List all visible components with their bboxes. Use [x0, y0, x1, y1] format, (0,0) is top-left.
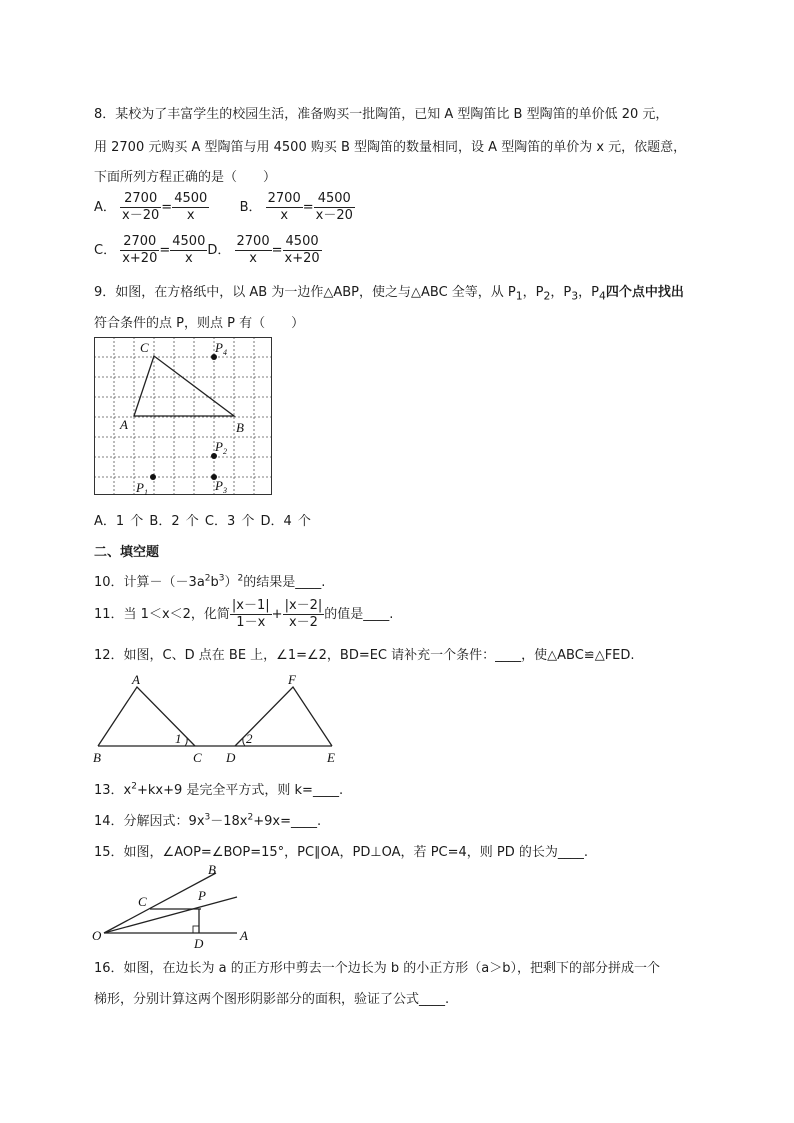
q14 — [94, 810, 321, 829]
q15-figure — [90, 860, 260, 950]
q9-label-c: C — [140, 340, 149, 355]
q9-options: A．1 个 B．2 个 C．3 个 D．4 个 — [94, 514, 311, 529]
q9-sub1: 1 — [515, 289, 523, 303]
q9-sub3: 3 — [571, 289, 579, 303]
q10-post2: 的结果是____. — [243, 575, 326, 590]
q15-right-angle-mark — [193, 926, 199, 933]
q12-label-angle1: 1 — [175, 731, 182, 746]
section-fill-in-heading: 二、填空题 — [94, 545, 160, 560]
q8-option-b-eq: = — [302, 200, 314, 215]
q15-ray-op — [104, 897, 237, 933]
q9-sub4: 4 — [598, 289, 606, 303]
q8-option-d-label: D． — [207, 243, 231, 258]
q8-options-cd — [94, 234, 322, 267]
q13-post: +kx+9 是完全平方式，则 k=____. — [136, 783, 344, 798]
q9-triangle-abc — [134, 356, 234, 416]
q11-plus: + — [271, 607, 283, 622]
q9-sub2: 2 — [543, 289, 551, 303]
q8-option-a-label: A． — [94, 200, 116, 215]
q9-label-b: B — [236, 420, 244, 435]
q15-label-a: A — [240, 928, 248, 943]
q8-option-b-frac2: $\frac{4500}{x-20}$ — [315, 191, 353, 223]
q10-mid: b — [210, 575, 219, 590]
q16-line1: 16．如图，在边长为 a 的正方形中剪去一个边长为 b 的小正方形（a＞b），把剩下的部分拼成一个 — [94, 961, 661, 976]
q8-option-c-frac1: $\frac{2700}{x+20}$ — [122, 234, 158, 266]
q8-option-d-frac1: $\frac{2700}{x}$ — [236, 234, 270, 266]
q8-option-b-frac1: $\frac{2700}{x}$ — [267, 191, 301, 223]
q16-line2: 梯形，分别计算这两个图形阴影部分的面积，验证了公式____. — [94, 992, 450, 1007]
q8-option-c-label: C． — [94, 243, 117, 258]
q9-line2: 符合条件的点 P，则点 P 有（ ） — [94, 316, 305, 331]
q14-pre: 14．分解因式：9x — [94, 814, 205, 829]
q15-label-o: O — [92, 928, 102, 943]
q10-sup3: 2 — [237, 573, 244, 584]
q9-line1-pre: 9．如图，在方格纸中，以 AB 为一边作△ABP，使之与△ABC 全等，从 P — [94, 285, 516, 300]
q9-sep2: ，P — [550, 285, 572, 300]
q9-line1 — [94, 281, 684, 303]
q15-label-c: C — [138, 894, 147, 909]
q15-label-b: B — [208, 862, 216, 877]
q8-option-a-frac1: $\frac{2700}{x-20}$ — [122, 191, 160, 223]
q9-label-p2: $P_2$ — [215, 439, 227, 456]
q13 — [94, 779, 343, 798]
q8-line1: 8．某校为了丰富学生的校园生活，准备购买一批陶笛，已知 A 型陶笛比 B 型陶笛的单价低 20 元， — [94, 107, 669, 122]
q12-label-angle2: 2 — [246, 731, 253, 746]
q8-line3: 下面所列方程正确的是（ ） — [94, 170, 277, 185]
q8-option-c-eq: = — [159, 243, 171, 258]
q8-options-ab — [94, 191, 355, 224]
q11-post: 的值是____. — [324, 607, 394, 622]
q12-label-a: A — [132, 672, 140, 687]
q12-angle2-arc — [243, 738, 245, 746]
q9-sep1: ，P — [522, 285, 544, 300]
q12-label-f: F — [288, 672, 296, 687]
q12-label-c: C — [193, 750, 202, 765]
q11 — [94, 598, 393, 631]
q8-option-d-frac2: $\frac{4500}{x+20}$ — [284, 234, 320, 266]
q13-pre: 13．x — [94, 783, 132, 798]
q10-sup2: 3 — [218, 573, 225, 584]
q14-sup1: 3 — [204, 812, 211, 823]
q12-figure — [90, 672, 350, 767]
q8-option-a-eq: = — [161, 200, 173, 215]
q10-post1: ） — [224, 575, 238, 590]
q11-pre: 11．当 1＜x＜2，化简 — [94, 607, 230, 622]
q9-line1-post: 四个点中找出 — [605, 285, 684, 300]
q11-frac1: $\frac{|x-1|}{1-x}$ — [231, 598, 270, 630]
q8-option-d-eq: = — [271, 243, 283, 258]
q12-label-e: E — [327, 750, 335, 765]
q14-post: +9x=____. — [253, 814, 322, 829]
q15-label-d: D — [194, 936, 204, 950]
q8-option-c-frac2: $\frac{4500}{x}$ — [172, 234, 206, 266]
q14-sup2: 2 — [247, 812, 254, 823]
q11-frac2: $\frac{|x-2|}{x-2}$ — [284, 598, 323, 630]
q14-mid: －18x — [210, 814, 248, 829]
q10 — [94, 571, 325, 590]
q15-label-p: P — [198, 888, 206, 903]
q9-label-p4: $P_4$ — [215, 340, 227, 357]
q12-label-d: D — [226, 750, 236, 765]
q12-label-b: B — [93, 750, 101, 765]
q15-text: 15．如图，∠AOP=∠BOP=15°，PC∥OA，PD⊥OA，若 PC=4，则 PD 的长为____. — [94, 845, 589, 860]
q9-label-p1: $P_1$ — [136, 480, 148, 497]
q10-pre: 10．计算－（－3a — [94, 575, 205, 590]
q9-grid-figure — [94, 337, 274, 497]
q12-text: 12．如图，C、D 点在 BE 上，∠1=∠2，BD=EC 请补充一个条件：____，使△ABC≌△FED. — [94, 648, 635, 663]
q8-option-b-label: B． — [239, 200, 262, 215]
q8-line2: 用 2700 元购买 A 型陶笛与用 4500 购买 B 型陶笛的数量相同，设 A 型陶笛的单价为 x 元，依题意， — [94, 140, 687, 155]
q9-label-p3: $P_3$ — [215, 478, 227, 495]
q13-sup: 2 — [131, 781, 137, 792]
q10-sup1: 2 — [204, 573, 211, 584]
q8-option-a-frac2: $\frac{4500}{x}$ — [174, 191, 208, 223]
q9-point-p1 — [150, 474, 156, 480]
q12-angle1-arc — [185, 738, 187, 746]
q9-sep3: ，P — [578, 285, 599, 300]
q9-label-a: A — [120, 417, 128, 432]
